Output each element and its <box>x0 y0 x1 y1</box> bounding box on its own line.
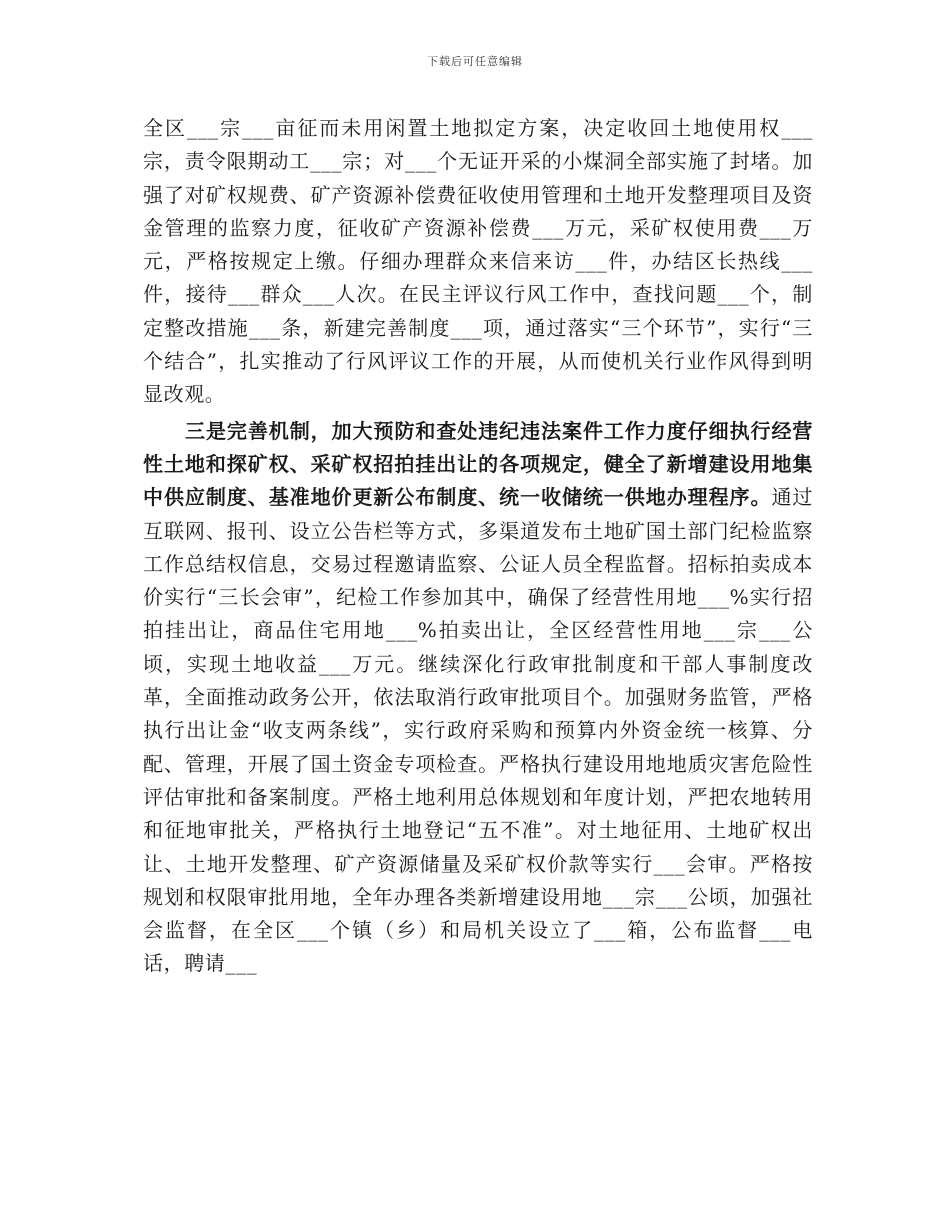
paragraph-2-lead: 三是完善机制，加大预防和查处违纪违法案件工作力度仔细执行经营性土地和探矿权、采矿权招拍挂出让的各项规定，健全了新增建设用地集中供应制度、基准地价更新公布制度、统一收储统一供地办理程序。 <box>143 418 813 510</box>
paragraph-1-text: 全区___宗___亩征而未用闲置土地拟定方案，决定收回土地使用权___宗，责令限期动工___宗；对___个无证开采的小煤洞全部实施了封堵。加强了对矿权规费、矿产资源补偿费征收使用管理和土地开发整理项目及资金管理的监察力度，征收矿产资源补偿费___万元，采矿权使用费___万元，严格按规定上缴。仔细办理群众来信来访___件，办结区长热线___件，接待___群众___人次。在民主评议行风工作中，查找问题___个，制定整改措施___条，新建完善制度___项，通过落实“三个环节”，实行“三个结合”，扎实推动了行风评议工作的开展，从而使机关行业作风得到明显改观。 <box>143 116 813 407</box>
paragraph-2 <box>143 415 813 981</box>
document-body <box>143 112 813 981</box>
paragraph-2-text: 通过互联网、报刊、设立公告栏等方式，多渠道发布土地矿国土部门纪检监察工作总结权信息，交易过程邀请监察、公证人员全程监督。招标拍卖成本价实行“三长会审”，纪检工作参加其中，确保了经营性用地___%实行招拍挂出让，商品住宅用地___%拍卖出让，全区经营性用地___宗___公顷，实现土地收益___万元。继续深化行政审批制度和干部人事制度改革，全面推动政务公开，依法取消行政审批项目个。加强财务监管，严格执行出让金“收支两条线”，实行政府采购和预算内外资金统一核算、分配、管理，开展了国土资金专项检查。严格执行建设用地地质灾害危险性评估审批和备案制度。严格土地利用总体规划和年度计划，严把农地转用和征地审批关，严格执行土地登记“五不准”。对土地征用、土地矿权出让、土地开发整理、矿产资源储量及采矿权价款等实行___会审。严格按规划和权限审批用地，全年办理各类新增建设用地___宗___公顷，加强社会监督，在全区___个镇（乡）和局机关设立了___箱，公布监督___电话，聘请___ <box>143 485 814 976</box>
paragraph-1 <box>143 112 813 412</box>
page-header-note: 下载后可任意编辑 <box>427 55 523 68</box>
